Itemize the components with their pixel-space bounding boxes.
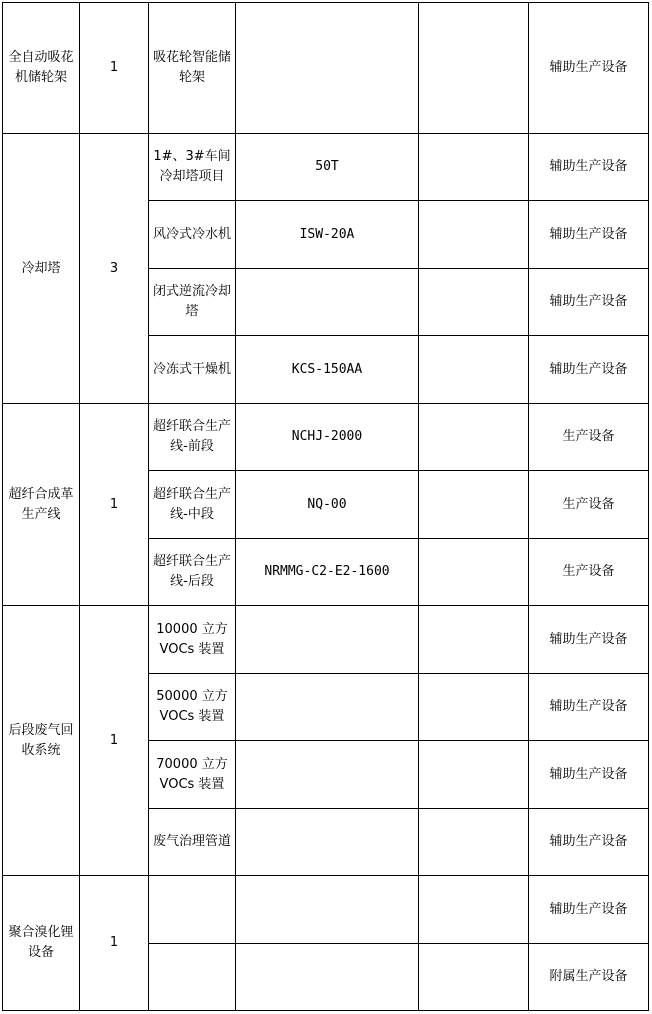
- table-row: [3, 404, 649, 471]
- item-model-cell: NCHJ-2000: [236, 404, 419, 471]
- item-model-cell: NQ-00: [236, 471, 419, 539]
- item-model-cell: NRMMG-C2-E2-1600: [236, 539, 419, 606]
- item-extra-cell: [419, 539, 529, 606]
- item-model-cell: [236, 3, 419, 134]
- group-qty-cell: 1: [80, 876, 149, 1011]
- item-category-cell: 生产设备: [529, 539, 649, 606]
- item-name-cell: 风冷式冷水机: [149, 201, 236, 269]
- group-name-cell: 全自动吸花机储轮架: [3, 3, 80, 134]
- item-extra-cell: [419, 201, 529, 269]
- item-name-cell: 超纤联合生产线-后段: [149, 539, 236, 606]
- item-name-cell: [149, 944, 236, 1011]
- item-model-cell: ISW-20A: [236, 201, 419, 269]
- item-name-cell: 70000 立方 VOCs 装置: [149, 741, 236, 809]
- item-category-cell: 辅助生产设备: [529, 336, 649, 404]
- item-model-cell: [236, 269, 419, 336]
- item-category-cell: 辅助生产设备: [529, 134, 649, 201]
- group-qty-cell: 3: [80, 134, 149, 404]
- table-row: [3, 3, 649, 134]
- equipment-table: [2, 2, 649, 1011]
- item-extra-cell: [419, 134, 529, 201]
- group-name-cell: 后段废气回收系统: [3, 606, 80, 876]
- group-name-cell: 冷却塔: [3, 134, 80, 404]
- item-extra-cell: [419, 876, 529, 944]
- table-row: [3, 606, 649, 674]
- item-category-cell: 辅助生产设备: [529, 269, 649, 336]
- item-category-cell: 附属生产设备: [529, 944, 649, 1011]
- item-name-cell: 超纤联合生产线-前段: [149, 404, 236, 471]
- item-category-cell: 辅助生产设备: [529, 741, 649, 809]
- item-name-cell: 冷冻式干燥机: [149, 336, 236, 404]
- item-model-cell: [236, 606, 419, 674]
- item-name-cell: 1#、3#车间冷却塔项目: [149, 134, 236, 201]
- item-extra-cell: [419, 404, 529, 471]
- item-model-cell: [236, 809, 419, 876]
- item-model-cell: 50T: [236, 134, 419, 201]
- item-name-cell: [149, 876, 236, 944]
- item-category-cell: 辅助生产设备: [529, 201, 649, 269]
- item-model-cell: [236, 741, 419, 809]
- table-row: [3, 134, 649, 201]
- item-model-cell: [236, 674, 419, 741]
- item-extra-cell: [419, 606, 529, 674]
- item-category-cell: 辅助生产设备: [529, 3, 649, 134]
- item-category-cell: 辅助生产设备: [529, 809, 649, 876]
- item-extra-cell: [419, 809, 529, 876]
- item-name-cell: 50000 立方 VOCs 装置: [149, 674, 236, 741]
- item-name-cell: 10000 立方 VOCs 装置: [149, 606, 236, 674]
- group-qty-cell: 1: [80, 606, 149, 876]
- item-name-cell: 闭式逆流冷却塔: [149, 269, 236, 336]
- item-category-cell: 生产设备: [529, 404, 649, 471]
- item-model-cell: [236, 944, 419, 1011]
- item-extra-cell: [419, 944, 529, 1011]
- item-category-cell: 辅助生产设备: [529, 876, 649, 944]
- item-model-cell: [236, 876, 419, 944]
- item-extra-cell: [419, 741, 529, 809]
- item-extra-cell: [419, 3, 529, 134]
- item-name-cell: 吸花轮智能储轮架: [149, 3, 236, 134]
- group-name-cell: 超纤合成革生产线: [3, 404, 80, 606]
- item-category-cell: 辅助生产设备: [529, 674, 649, 741]
- item-extra-cell: [419, 336, 529, 404]
- group-qty-cell: 1: [80, 404, 149, 606]
- item-category-cell: 辅助生产设备: [529, 606, 649, 674]
- item-name-cell: 超纤联合生产线-中段: [149, 471, 236, 539]
- item-category-cell: 生产设备: [529, 471, 649, 539]
- group-qty-cell: 1: [80, 3, 149, 134]
- item-model-cell: KCS-150AA: [236, 336, 419, 404]
- item-extra-cell: [419, 674, 529, 741]
- item-extra-cell: [419, 471, 529, 539]
- item-name-cell: 废气治理管道: [149, 809, 236, 876]
- item-extra-cell: [419, 269, 529, 336]
- table-row: [3, 876, 649, 944]
- group-name-cell: 聚合溴化锂设备: [3, 876, 80, 1011]
